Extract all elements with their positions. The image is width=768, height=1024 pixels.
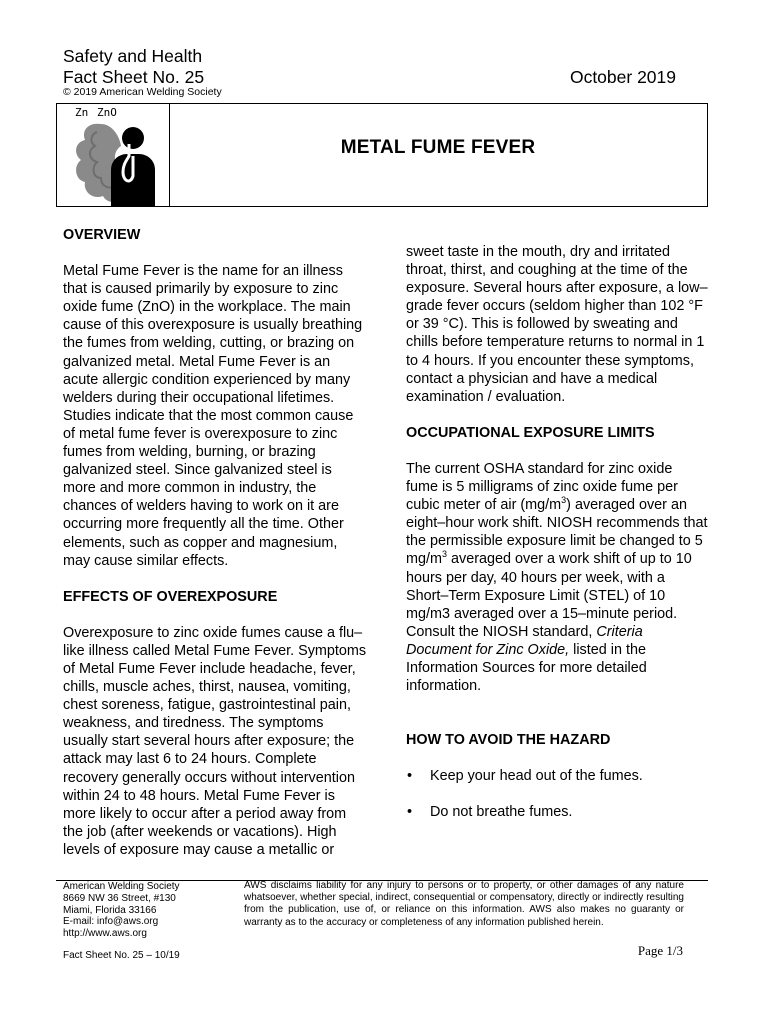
header-block <box>63 46 204 88</box>
page-number: Page 1/3 <box>637 943 683 958</box>
list-item <box>406 767 708 785</box>
footer-street: 8669 NW 36 Street, #130 <box>63 892 176 904</box>
zn-label: Zn <box>75 106 89 119</box>
limits-body <box>406 460 708 695</box>
overview-heading: OVERVIEW <box>63 227 141 243</box>
overview-body: Metal Fume Fever is the name for an illness that is caused primarily by exposure to zinc oxide fume (ZnO) in the workplace. The main cause of this overexposure is usually breathing the fumes from welding, cutting, or brazing on galvanized metal. Metal Fume Fever is an acute allergic condition experienced by many welders during their occupational lifetimes. Studies indicate that the most common cause of metal fume fever is overexposure to zinc fumes from welding, burning, or brazing galvanized steel. Since galvanized steel is more and more common in industry, the chances of welders having to work on it are occurring more frequently all the time. Other elements, such as copper and magnesium, may cause similar effects. <box>63 263 363 569</box>
effects-heading: EFFECTS OF OVEREXPOSURE <box>63 588 278 605</box>
bullet-icon: • <box>407 804 413 821</box>
limits-text-2: ) averaged over an eight–hour work shift. NIOSH recommends that the permissible exposure limit be changed to 5 mg/m <box>406 497 708 568</box>
zno-label: ZnO <box>97 106 117 119</box>
header-line-2: Fact Sheet No. 25 <box>63 67 205 87</box>
header-line-1: Safety and Health <box>63 46 203 66</box>
list-item <box>406 803 708 821</box>
effects-body-continued: sweet taste in the mouth, dry and irritated throat, thirst, and coughing at the time of the exposure. Several hours after exposure, a low–grade fever occurs (seldom higher than 102 °F or 39 °C). This is followed by sweating and chills before temperature returns to normal in 1 to 4 hours. If you encounter these symptoms, contact a physician and have a medical examination / evaluation. <box>406 244 708 405</box>
limits-heading: OCCUPATIONAL EXPOSURE LIMITS <box>406 424 655 441</box>
bullet-icon: • <box>407 768 413 785</box>
footer-email: E-mail: info@aws.org <box>63 916 159 928</box>
footer-disclaimer: AWS disclaims liability for any injury to persons or to property, or other damages of any nature whatsoever, whether special, indirect, consequential or compensatory, directly or indirectly resulting from the publication, use of, or reliance on this information. AWS also makes no guaranty or warranty as to the accuracy or completeness of any information published herein. <box>244 880 684 928</box>
limits-text-4: listed in the Information Sources for more detailed information. <box>406 641 647 695</box>
footer-org: American Welding Society <box>63 881 180 892</box>
limits-superscript-1: 3 <box>561 495 567 506</box>
fact-sheet-id: Fact Sheet No. 25 – 10/19 <box>63 950 180 961</box>
footer-city: Miami, Florida 33166 <box>63 904 157 916</box>
bullet-text: Keep your head out of the fumes. <box>430 768 643 785</box>
right-column <box>406 243 708 821</box>
welder-fume-illustration <box>57 104 170 206</box>
page-title: METAL FUME FEVER <box>340 137 536 158</box>
criteria-document-title: Criteria Document for Zinc Oxide, <box>406 623 643 658</box>
limits-text-1: The current OSHA standard for zinc oxide fume is 5 milligrams of zinc oxide fume per cubic meter of air (mg/m <box>406 460 678 514</box>
effects-body: Overexposure to zinc oxide fumes cause a flu–like illness called Metal Fume Fever. Symptoms of Metal Fume Fever include headache, fever, chills, muscle aches, thirst, nausea, vomiting, chest soreness, fatigue, gastrointestinal pain, weakness, and tiredness. The symptoms usually start several hours after exposure; the attack may last 6 to 24 hours. Complete recovery generally occurs without intervention within 24 to 48 hours. Metal Fume Fever is more likely to occur after a period away from the job (after weekends or vacations). High levels of exposure may cause a metallic or <box>63 624 367 858</box>
welder-fume-icon <box>57 104 169 206</box>
title-box <box>56 103 708 207</box>
bullet-text: Do not breathe fumes. <box>430 804 573 821</box>
footer-address <box>63 881 180 940</box>
footer-web: http://www.aws.org <box>63 928 147 940</box>
avoid-heading: HOW TO AVOID THE HAZARD <box>406 732 611 749</box>
limits-superscript-2: 3 <box>441 549 447 560</box>
limits-text-3: averaged over a work shift of up to 10 hours per day, 40 hours per week, with a Short–Term Exposure Limit (STEL) of 10 mg/m3 averaged over a 15–minute period. Consult the NIOSH standard, <box>406 551 692 640</box>
copyright-notice: © 2019 American Welding Society <box>63 86 222 98</box>
left-column <box>63 226 367 859</box>
issue-date: October 2019 <box>569 67 676 87</box>
